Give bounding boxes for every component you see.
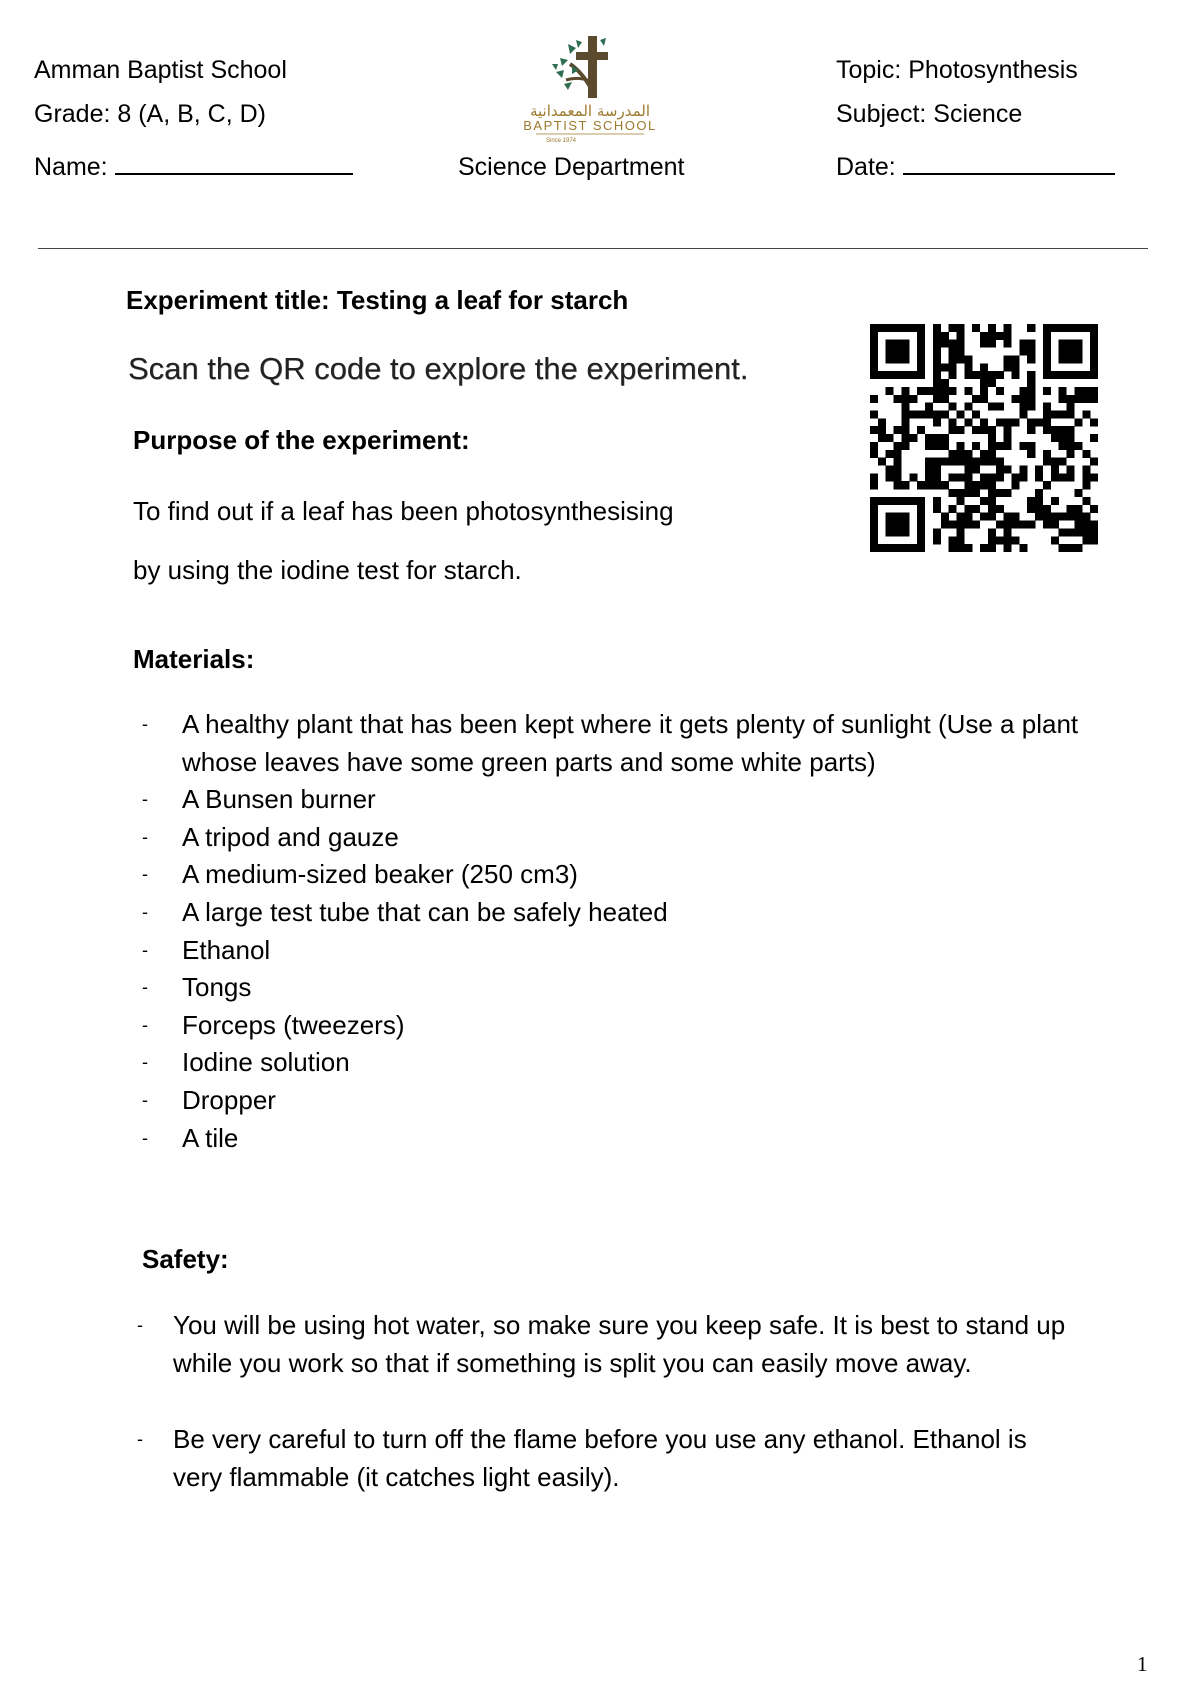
materials-list: [142, 706, 1102, 1157]
list-dash: -: [142, 714, 148, 734]
purpose-line: by using the iodine test for starch.: [133, 555, 522, 585]
name-blank-line: [115, 153, 353, 175]
school-name: Amman Baptist School: [34, 56, 287, 84]
list-item: - A healthy plant that has been kept where it gets plenty of sunlight (Use a plant whose leaves have some green parts and some white parts): [142, 706, 1102, 781]
name-label: Name:: [34, 153, 108, 181]
list-item: - A tile: [142, 1120, 1102, 1158]
purpose-heading: Purpose of the experiment:: [133, 425, 470, 455]
list-dash: -: [142, 1014, 148, 1035]
list-dash: -: [142, 1089, 148, 1110]
list-item: - Tongs: [142, 969, 1102, 1007]
list-dash: -: [142, 1052, 148, 1073]
materials-heading: Materials:: [133, 644, 255, 674]
list-item: - Ethanol: [142, 932, 1102, 970]
date-label: Date:: [836, 153, 896, 181]
list-dash: -: [142, 789, 148, 810]
list-item: - A large test tube that can be safely heated: [142, 894, 1102, 932]
subject-label: Subject: Science: [836, 100, 1023, 128]
page-number: 1: [1137, 1652, 1148, 1676]
list-dash: -: [137, 1315, 143, 1335]
qr-code[interactable]: [870, 324, 1098, 552]
topic-label: Topic: Photosynthesis: [836, 56, 1078, 84]
list-item: - Iodine solution: [142, 1044, 1102, 1082]
header-divider: [38, 248, 1148, 249]
list-item: - Dropper: [142, 1082, 1102, 1120]
purpose-line: To find out if a leaf has been photosynthesising: [133, 496, 674, 526]
grade-label: Grade: 8 (A, B, C, D): [34, 100, 267, 128]
date-field: [836, 152, 1115, 182]
experiment-title: Experiment title: Testing a leaf for starch: [126, 285, 629, 315]
department-label: Science Department: [458, 153, 685, 181]
list-item: - A Bunsen burner: [142, 781, 1102, 819]
list-dash: -: [142, 1127, 148, 1148]
name-field: [34, 152, 353, 182]
list-item: - Forceps (tweezers): [142, 1007, 1102, 1045]
safety-heading: Safety:: [142, 1244, 229, 1274]
date-blank-line: [903, 153, 1115, 175]
svg-text:Since 1974: Since 1974: [546, 138, 577, 144]
list-dash: -: [142, 826, 148, 847]
list-item: - A medium-sized beaker (250 cm3): [142, 856, 1102, 894]
safety-item: - Be very careful to turn off the flame before you use any ethanol. Ethanol is very flammable (it catches light easily).: [137, 1421, 1077, 1496]
list-dash: -: [142, 864, 148, 885]
svg-text:BAPTIST SCHOOL: BAPTIST SCHOOL: [523, 118, 657, 133]
scan-prompt: Scan the QR code to explore the experiment.: [128, 351, 749, 386]
safety-item: - You will be using hot water, so make sure you keep safe. It is best to stand up while you work so that if something is split you can easily move away.: [137, 1307, 1127, 1382]
list-dash: -: [137, 1429, 143, 1449]
list-item: - A tripod and gauze: [142, 819, 1102, 857]
tree-cross-icon: [552, 36, 608, 98]
list-dash: -: [142, 901, 148, 922]
svg-text:المدرسة المعمدانية: المدرسة المعمدانية: [529, 102, 651, 120]
list-dash: -: [142, 977, 148, 998]
school-logo: [516, 30, 664, 146]
list-dash: -: [142, 939, 148, 960]
